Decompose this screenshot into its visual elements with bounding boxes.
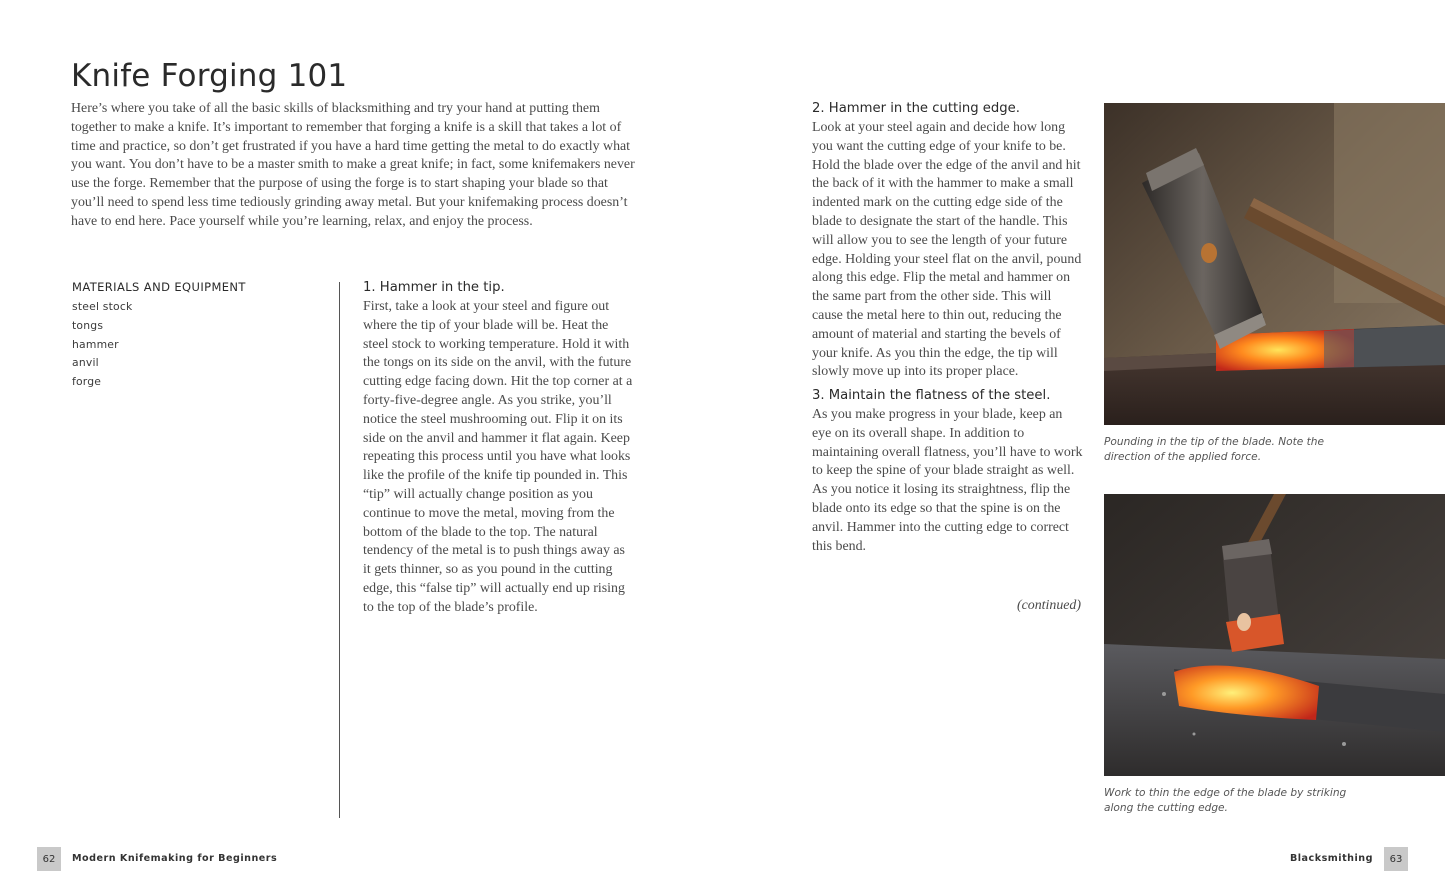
step-3: [812, 387, 1084, 556]
step-3-heading: 3. Maintain the flatness of the steel.: [812, 388, 1051, 403]
step-3-body: As you make progress in your blade, keep an eye on its overall shape. In addition to maintaining overall flatness, you’ll have to work to keep the spine of your blade straight as well. As you notice it losing its straightness, flip the blade onto its edge so that the spine is on the anvil. Hammer into the cutting edge to correct this bend.: [812, 407, 1083, 554]
materials-item: forge: [72, 375, 102, 389]
footer-section-title: Blacksmithing: [1289, 853, 1373, 864]
photo-1-caption: Pounding in the tip of the blade. Note the direction of the applied force.: [1104, 436, 1325, 463]
footer-book-title: Modern Knifemaking for Beginners: [72, 853, 278, 864]
page-number-right: 63: [1384, 847, 1408, 871]
hammer-edge-illustration: [1104, 494, 1445, 776]
step-1-heading: 1. Hammer in the tip.: [363, 280, 505, 295]
intro-paragraph: Here’s where you take of all the basic skills of blacksmithing and try your hand at putting them together to make a knife. It’s important to remember that forging a knife is a skill that takes a lot of time and practice, so don’t get frustrated if you have a hard time getting the metal to do exactly what you want. You don’t have to be a master smith to make a great knife; in fact, some knifemakers never use the forge. Remember that the purpose of using the forge is to start shaping your blade so that you’ll need to spend less time tediously grinding away metal. But your knifemaking process doesn’t have to end here. Pace yourself while you’re learning, relax, and enjoy the process.: [71, 101, 635, 229]
step-2-body: Look at your steel again and decide how long you want the cutting edge of your knife to be. Hold the blade over the edge of the anvil and hit the back of it with the hammer to make a small indented mark on the cutting edge side of the blade to designate the start of the handle. This will allow you to see the length of your future edge. Holding your steel flat on the anvil, pound along this edge. Flip the metal and hammer on the same part from the other side. This will cause the metal here to thin out, reducing the amount of material and starting the bevels of your knife. As you thin the edge, the tip will slowly move up into its proper place.: [812, 120, 1082, 380]
step-1-body: First, take a look at your steel and figure out where the tip of your blade will be. Heat the steel stock to working temperature. Hold it with the tongs on its side on the anvil, with the future cutting edge facing down. Hit the top corner at a forty-five-degree angle. As you strike, you’ll notice the steel mushrooming out. Flip it on its side on the anvil and hammer it flat again. Keep repeating this process until you have what looks like the profile of the knife tip pounded in. This “tip” will actually change position as you continue to move the metal, moving from the bottom of the blade to the top. The natural tendency of the metal is to push things away as it gets thinner, so as you pound in the cutting edge, this “false tip” will actually end up rising to the top of the blade’s profile.: [363, 299, 633, 615]
hammer-edge-photo: [1104, 494, 1445, 776]
step-2-heading: 2. Hammer in the cutting edge.: [812, 101, 1020, 116]
step-1: [363, 279, 633, 618]
continued-note: (continued): [1016, 598, 1081, 613]
photo-2-caption: Work to thin the edge of the blade by striking along the cutting edge.: [1104, 787, 1347, 814]
materials-item: hammer: [72, 337, 119, 351]
page-number-left: 62: [37, 847, 61, 871]
materials-list: [72, 280, 322, 392]
materials-item: tongs: [72, 318, 104, 332]
hammer-tip-illustration: [1104, 103, 1445, 425]
materials-item: anvil: [72, 356, 99, 370]
column-divider: [339, 282, 340, 818]
page-title: Knife Forging 101: [71, 58, 348, 94]
hammer-tip-photo: [1104, 103, 1445, 425]
materials-items: [72, 298, 322, 392]
materials-item: steel stock: [72, 300, 133, 313]
materials-heading: MATERIALS AND EQUIPMENT: [72, 280, 246, 294]
step-2: [812, 100, 1084, 382]
